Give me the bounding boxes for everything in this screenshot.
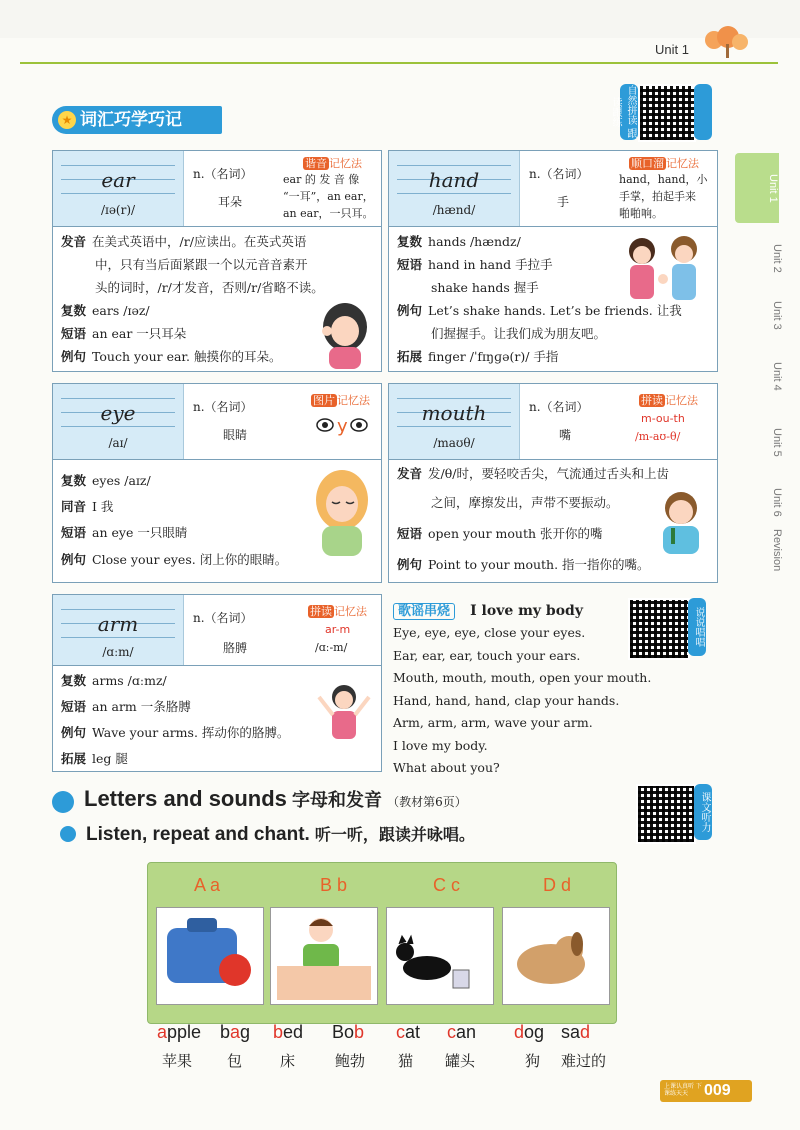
side-tab-unit5[interactable]: Unit 5 [771,427,783,457]
letters-qr-tag: 课文听力 [694,784,712,840]
page-number: 009 [704,1082,731,1099]
word: eye [100,401,136,425]
detail-row: 们握握手。让我们成为朋友吧。 [431,326,607,341]
detail-row: 同音 I 我 [61,499,114,514]
picture-bed-bob [270,907,378,1005]
phonetic: /hænd/ [432,203,476,217]
side-tab-unit2[interactable]: Unit 2 [771,243,783,273]
detail-row: 例句 Point to your mouth. 指一指你的嘴。 [397,557,650,572]
detail-row: 拓展 finger /ˈfɪŋɡə(r)/ 手指 [397,349,559,364]
detail-row: 复数 hands /hændz/ [397,234,521,249]
girl-touching-ear-illustration [315,299,375,369]
detail-row: 例句 Close your eyes. 闭上你的眼睛。 [61,552,288,567]
phonetic: /ɑːm/ [102,645,134,659]
cn-cat: 猫 [398,1052,414,1070]
part-of-speech: n.（名词） [193,611,253,625]
lyric-line: I love my body. [393,737,488,753]
qr-tag-right [694,84,712,140]
lyric-line: Mouth, mouth, mouth, open your mouth. [393,670,652,685]
memory-tag: 拼读 记忆法 [641,394,698,407]
word-apple: apple [157,1022,202,1042]
picture-cat-can [386,907,494,1005]
cn-bob: 鲍勃 [335,1052,366,1070]
word-card-ear [52,150,382,372]
letter-b: B b [320,875,348,895]
girl-waving-arms-illustration [311,677,377,743]
page-number-badge [660,1080,752,1102]
part-of-speech: n.（名词） [193,167,253,181]
lyric-line: Ear, ear, ear, touch your ears. [393,647,581,663]
part-of-speech: n.（名词） [529,167,589,181]
phonetic: /maʊθ/ [433,436,475,450]
kids-shaking-hands-illustration [614,233,712,303]
instruction-bullet [60,826,76,842]
eye-picture-icon [315,414,371,436]
letter-d: D d [543,875,572,895]
cn-dog: 狗 [525,1052,541,1070]
song-lyrics [393,622,651,780]
detail-row: 复数 arms /ɑːmz/ [61,673,167,688]
unit-label: Unit 1 [655,42,689,57]
word-box [53,384,184,459]
word-card-hand [388,150,718,372]
lyric-line: Arm, arm, arm, wave your arm. [393,715,593,730]
detail-row: shake hands 握手 [431,280,539,295]
word-card-arm [52,594,382,772]
detail-row: 例句 Touch your ear. 触摸你的耳朵。 [61,349,282,364]
phonics-picture-strip [147,862,617,1024]
memory-tag: 拼读 记忆法 [310,605,367,618]
word: hand [428,168,480,192]
picture-dog-sad [502,907,610,1005]
detail-row: 例句 Wave your arms. 挥动你的胳膊。 [61,725,290,740]
memory-spelling: m-ou-th [641,412,685,425]
word-box [53,151,184,226]
cn-bed: 床 [280,1052,296,1070]
word-cat: cat [396,1022,421,1042]
picture-apple-bag [156,907,264,1005]
phonetic: /aɪ/ [108,436,128,450]
song-tag: 歌谣串烧 [393,603,455,620]
word-card-eye [52,383,382,583]
phonetic: /ɪə(r)/ [100,203,136,217]
detail-row: 拓展 leg 腿 [61,751,128,766]
word: mouth [421,401,487,425]
qr-tag: 自然拼读 跟读跟练 [610,85,636,139]
song-title: I love my body [470,603,583,619]
side-tab-unit6[interactable]: Unit 6 [771,487,783,517]
detail-row: 例句 Let’s shake hands. Let’s be friends. 让我 [397,303,682,318]
song-header [393,600,583,619]
detail-row: 头的词时，/r/才发音，否则/r/省略不读。 [95,280,324,295]
word-box [53,595,184,665]
svg-text:y: y [337,416,348,436]
memory-tag: 图片 记忆法 [313,394,370,407]
word-dog: dog [514,1022,545,1042]
detail-row: 发音 在美式英语中，/r/应读出。在英式英语 [61,234,307,249]
detail-row: 复数 ears /ɪəz/ [61,303,150,318]
detail-row: 短语 open your mouth 张开你的嘴 [397,526,603,541]
section-bullet [52,791,74,813]
word: arm [97,612,139,636]
meaning: 耳朵 [218,195,243,209]
cn-apple: 苹果 [162,1052,193,1070]
detail-row: 发音 发/θ/时，要轻咬舌尖，气流通过舌头和上齿 [397,466,669,481]
letters-title: Letters and sounds 字母和发音 （教材第6页） [84,786,467,811]
detail-row: 之间，摩擦发出，声带不要振动。 [431,495,619,510]
detail-row: 短语 an arm 一条胳膊 [61,699,191,714]
memory-phonetic: /ɑː-m/ [315,641,348,654]
detail-row: 短语 an ear 一只耳朵 [61,326,187,341]
cn-can: 罐头 [445,1052,476,1070]
series-slogan: 上课认真听 下课练天天 [664,1083,702,1097]
header-rule [20,62,778,64]
memory-phonetic: /m-aʊ-θ/ [635,430,681,443]
letter-c: C c [433,875,460,895]
side-tab-unit1[interactable]: Unit 1 [735,153,779,223]
letters-qr-code[interactable] [636,784,696,844]
qr-code[interactable] [638,84,696,142]
memory-text: ear 的 发 音 像 “一耳”，an ear， an ear，一只耳。 [283,173,374,220]
word-bob: Bob [332,1022,365,1042]
word-sad: sad [561,1022,591,1042]
meaning: 手 [557,195,570,209]
word-bed: bed [273,1022,304,1042]
cn-bag: 包 [227,1052,243,1070]
detail-row: 短语 hand in hand 手拉手 [397,257,553,272]
word-box [389,151,520,226]
vocab-section-title: ★ 词汇巧学巧记 [52,106,222,134]
detail-row: 短语 an eye 一只眼睛 [61,525,188,540]
meaning: 胳膊 [223,641,248,655]
side-tab-unit3[interactable]: Unit 3 [771,300,783,330]
star-icon: ★ [58,111,76,129]
lyric-line: Hand, hand, hand, clap your hands. [393,692,620,708]
word-box [389,384,520,459]
part-of-speech: n.（名词） [529,400,589,414]
memory-tag: 顺口溜 记忆法 [631,157,699,170]
side-tab-revision[interactable]: Revision [771,528,783,572]
top-band [0,0,800,38]
word-card-mouth [388,383,718,583]
lyric-line: What about you? [393,760,500,775]
memory-text: hand，hand，小 手掌，拍起手来 啪啪响。 [619,173,708,220]
meaning: 嘴 [559,428,572,442]
lyric-line: Eye, eye, eye, close your eyes. [393,625,586,640]
memory-spelling: ar-m [325,623,351,636]
side-tab-unit4[interactable]: Unit 4 [771,361,783,391]
memory-tag: 谐音 记忆法 [305,157,362,170]
detail-row: 中，只有当后面紧跟一个以元音音素开 [95,257,308,272]
song-qr-tag: 说说唱唱 [688,598,706,656]
part-of-speech: n.（名词） [193,400,253,414]
word: ear [101,168,135,192]
boy-pointing-mouth-illustration [651,488,711,554]
tree-icon [700,26,750,62]
detail-row: 复数 eyes /aɪz/ [61,473,151,488]
letters-instruction: Listen, repeat and chant. 听一听，跟读并咏唱。 [86,824,475,845]
meaning: 眼睛 [223,428,248,442]
letter-a: A a [194,875,221,895]
word-bag: bag [220,1022,251,1042]
word-can: can [447,1022,477,1042]
cn-sad: 难过的 [561,1052,607,1070]
girl-closing-eyes-illustration [308,466,378,556]
